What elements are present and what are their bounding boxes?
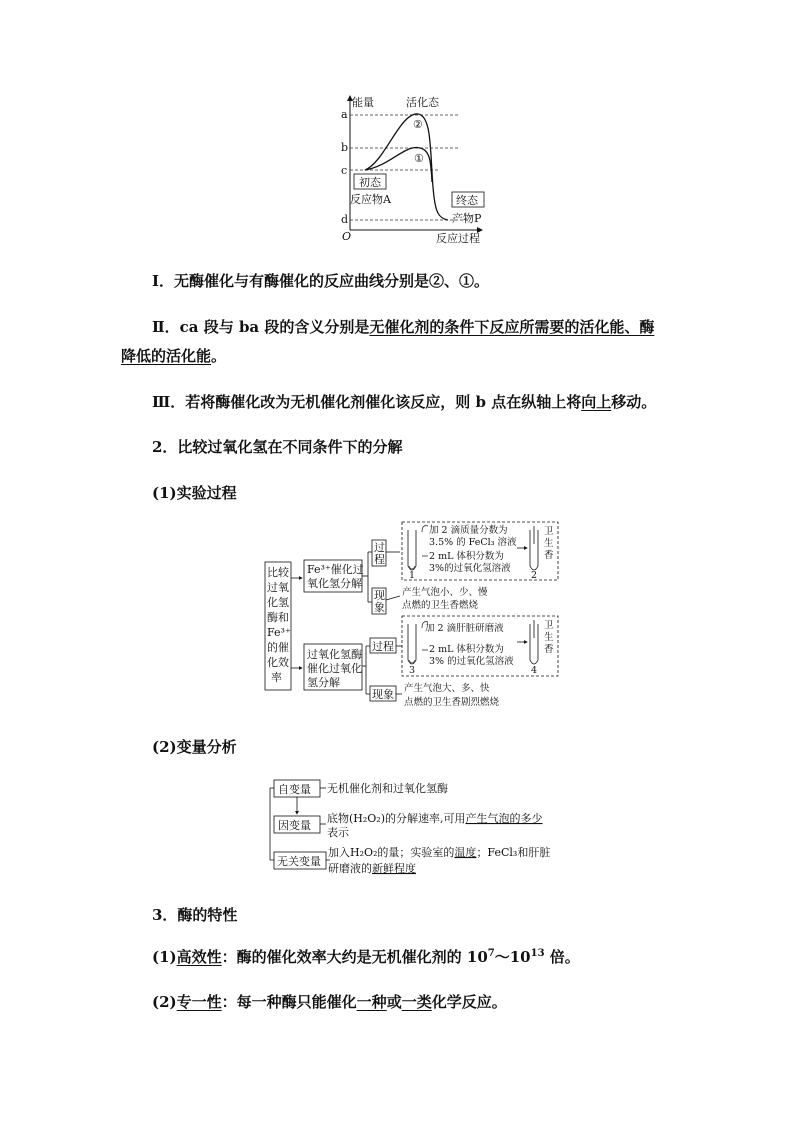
enz-phen-label: 现象 (372, 688, 394, 701)
irr-label: 无关变量 (277, 855, 321, 868)
statement-2 (152, 316, 654, 337)
dep-desc-answer: 产生气泡的多少 (465, 812, 543, 825)
main-box-line: 化效 (267, 656, 289, 669)
main-box-line: 过氧 (267, 581, 289, 594)
incense-label: 香 (544, 550, 554, 561)
exponent: 7 (487, 948, 495, 959)
fe-phen-label: 现 (374, 589, 385, 602)
section-heading-2: 2．比较过氧化氢在不同条件下的分解 (152, 438, 403, 456)
incense-label: 卫 (544, 526, 554, 537)
indep-desc: 无机催化剂和过氧化氢酶 (327, 782, 448, 795)
enz-process-label: 过程 (372, 640, 394, 653)
statement-2-cont (121, 345, 226, 366)
statement-3-text: Ⅲ．若将酶催化改为无机催化剂催化该反应，则 b 点在纵轴上将 (152, 393, 582, 411)
feature-term: 专一性 (176, 993, 222, 1011)
h2o2-line-2: 2 mL 体积分数为 (429, 644, 504, 655)
h2o2-line-2: 3% 的过氧化氢溶液 (429, 656, 514, 667)
incense-label-2: 卫 (544, 620, 554, 631)
feature-text: 化学反应。 (431, 993, 507, 1011)
level-b: b (341, 141, 349, 154)
sub-heading-process: (1)实验过程 (152, 484, 237, 502)
dep-desc-text: 底物(H₂O₂)的分解速率,可用 (327, 812, 466, 825)
tube-4-label: 4 (531, 665, 538, 676)
variable-diagram (268, 776, 568, 880)
h2o2-line: 3%的过氧化氢溶液 (429, 563, 511, 574)
feature-answer: 一类 (401, 993, 432, 1011)
feature-text: ～10 (494, 948, 531, 966)
sub-heading-variables: (2)变量分析 (152, 738, 237, 756)
y-axis-label: 能量 (352, 96, 374, 109)
feature-text: ：每一种酶只能催化 (221, 993, 357, 1011)
h2o2-line: 2 mL 体积分数为 (429, 551, 504, 562)
product-label: 产物P (452, 212, 482, 225)
statement-3 (152, 391, 656, 412)
irr-desc-answer: 新鲜程度 (372, 862, 416, 875)
main-box-line: 酶和 (267, 611, 289, 624)
tube-2-label: 2 (531, 570, 538, 581)
fe-box-line: Fe³⁺催化过 (307, 563, 364, 576)
indep-label: 自变量 (278, 783, 311, 796)
level-a: a (341, 108, 348, 121)
curve-1-label: ① (414, 152, 424, 165)
main-box-line: 的催 (267, 641, 289, 654)
fe-box-line: 氧化氢分解 (307, 577, 362, 590)
enzyme-box-line: 氢分解 (307, 676, 340, 689)
level-d: d (341, 213, 349, 226)
dropper-arrow (422, 526, 428, 532)
feature-num: (2) (152, 993, 177, 1011)
irr-desc-answer: 温度 (454, 846, 477, 859)
fe-phen-label: 象 (374, 601, 385, 614)
irr-desc-text: 研磨液的 (328, 862, 372, 875)
section-heading-3: 3．酶的特性 (152, 906, 238, 924)
main-box-line: Fe³⁺ (267, 626, 291, 639)
feature-text: ：酶的催化效率大约是无机催化剂的 10 (221, 948, 488, 966)
statement-3-end: 移动。 (611, 393, 657, 411)
dep-desc-2: 表示 (327, 826, 349, 839)
main-box-line: 化氢 (267, 596, 289, 609)
level-c: c (341, 164, 348, 177)
irr-desc-1 (328, 845, 550, 859)
feature-num: (1) (152, 948, 177, 966)
fe-phen-line: 产生气泡小、少、慢 (402, 587, 488, 598)
feature-text: 或 (386, 993, 402, 1011)
liver-add: 加 2 滴肝脏研磨液 (425, 623, 504, 634)
feature-efficiency (152, 946, 580, 967)
x-axis-label: 反应过程 (436, 232, 480, 245)
irr-desc-text: 加入H₂O₂的量；实验室的 (328, 846, 455, 859)
dep-label: 因变量 (278, 819, 311, 832)
initial-state: 初态 (359, 176, 381, 189)
reactant-label: 反应物A (350, 193, 391, 206)
main-box-line: 率 (271, 671, 282, 684)
final-state: 终态 (456, 194, 478, 207)
energy-graph (330, 92, 490, 252)
fe-add-line: 3.5% 的 FeCl₃ 溶液 (429, 537, 517, 548)
feature-text: 倍。 (544, 948, 580, 966)
enz-phen-line: 产生气泡大、多、快 (404, 683, 490, 694)
statement-1: Ⅰ．无酶催化与有酶催化的反应曲线分别是②、①。 (152, 272, 490, 290)
feature-term: 高效性 (176, 948, 222, 966)
main-box-line: 比较 (267, 566, 289, 579)
statement-2-text: Ⅱ．ca 段与 ba 段的含义分别是 (152, 318, 370, 336)
tube-1 (408, 530, 416, 570)
irr-desc-text: ；FeCl₃和肝脏 (476, 846, 551, 859)
peak-label: 活化态 (406, 96, 439, 109)
tube-3 (408, 624, 416, 664)
fe-phen-line: 点燃的卫生香燃烧 (402, 600, 479, 611)
statement-2-end: 。 (211, 347, 227, 365)
fe-process-label: 程 (374, 553, 385, 566)
statement-2-answer-cont: 降低的活化能 (121, 347, 212, 365)
curve-2-label: ② (413, 118, 423, 131)
feature-answer: 一种 (356, 993, 387, 1011)
statement-3-answer: 向上 (581, 393, 612, 411)
fe-process-label: 过 (374, 541, 385, 554)
experiment-diagram (262, 518, 562, 714)
incense-label-2: 香 (544, 644, 554, 655)
incense-label-2: 生 (544, 632, 554, 643)
incense-label: 生 (544, 538, 554, 549)
enzyme-box-line: 过氧化氢酶 (307, 648, 362, 661)
enz-phen-line: 点燃的卫生香剧烈燃烧 (404, 697, 500, 708)
feature-specificity (152, 991, 507, 1012)
dep-desc-1 (327, 811, 543, 825)
fe-add-line: 加 2 滴质量分数为 (429, 525, 508, 536)
enzyme-box-line: 催化过氧化 (307, 662, 362, 675)
origin-label: O (342, 230, 352, 243)
main-box-text (267, 565, 291, 684)
statement-2-answer: 无催化剂的条件下反应所需要的活化能、酶 (369, 318, 655, 336)
tube-1-label: 1 (409, 570, 416, 581)
exponent: 13 (530, 948, 545, 959)
tube-3-label: 3 (409, 665, 416, 676)
irr-desc-2 (328, 861, 416, 875)
